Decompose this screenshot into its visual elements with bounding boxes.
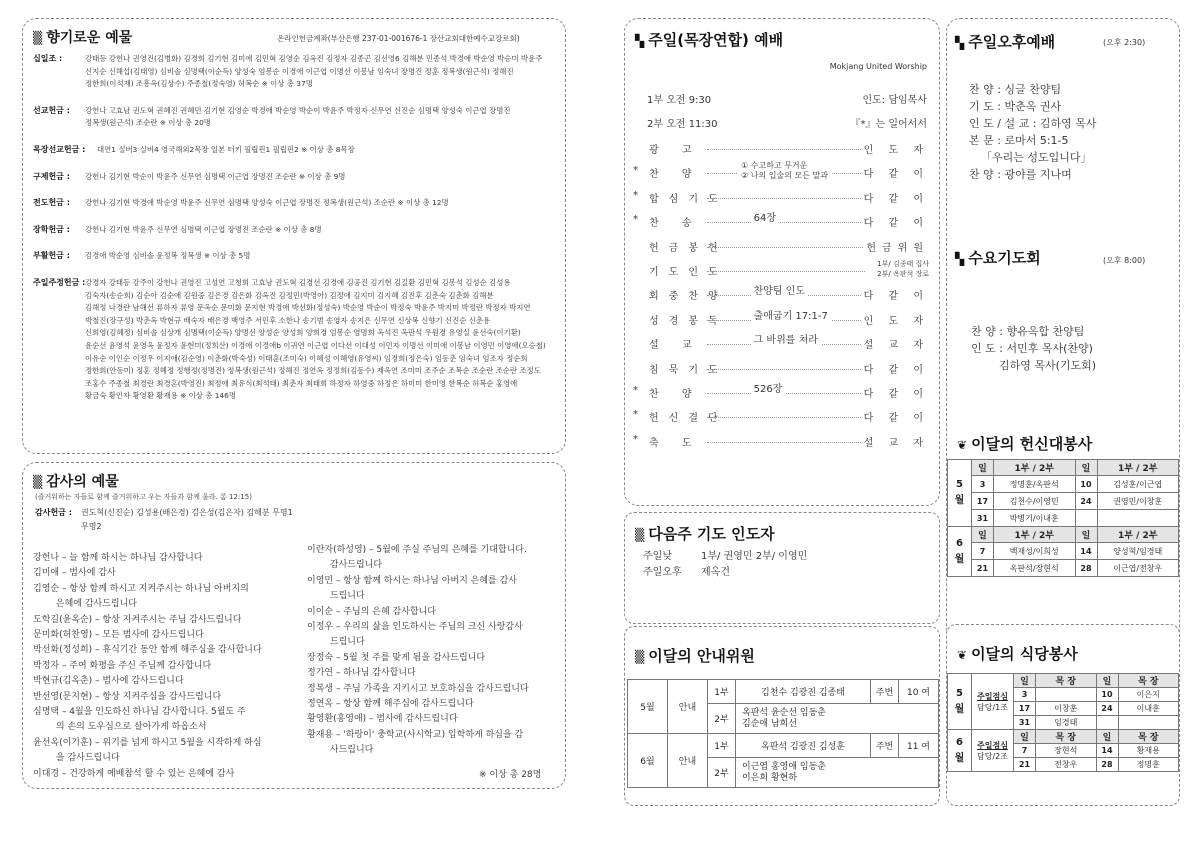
thanks-line: 이정우 – 우리의 삶을 인도하시는 주님의 크신 사랑감사 [307, 622, 523, 633]
cafeteria-cell: 10 [1096, 688, 1118, 702]
thanks-line: 도학길(윤옥순) – 항상 지켜주시는 주님 감사드립니다 [33, 614, 242, 625]
offering-names: 정한희(이석재) 조흥옥(김상수) 주종철(정숙영) 허복순 ※ 이상 총 37명 [85, 79, 313, 89]
service-item-name: 축 도 [649, 437, 702, 449]
usher-name-line: 이근엽 홍영애 임동춘 [742, 761, 826, 772]
thanks-line: 이란자(하성영) – 5월에 주실 주님의 은혜를 기대합니다. [307, 545, 527, 555]
leader-dots [707, 442, 865, 443]
service-item-name: 성경봉독 [649, 315, 728, 327]
devotion-month: 6 월 [948, 527, 972, 577]
wednesday-title: ▚ 수요기도회 [955, 249, 1041, 267]
service-item-detail: 출애굽기 17:1-7 [751, 312, 831, 322]
cafeteria-cell: 21 [1014, 758, 1036, 772]
service-item-leader: 다 같 이 [861, 361, 929, 376]
cafeteria-cell: 임경태 [1036, 716, 1097, 730]
service-item-leader: 설 교 자 [861, 434, 929, 449]
cafeteria-cell [1036, 688, 1097, 702]
leader-dots [707, 417, 865, 418]
offering-names: 김경애 박순영 심비솔 윤정복 정복생 ※ 이상 총 5명 [85, 251, 251, 261]
thanks-line: 사드립니다 [307, 745, 374, 756]
offering-label: 목장선교헌금 : [33, 145, 86, 154]
sunday-afternoon-value: 제옥건 [701, 567, 730, 578]
thanks-line: 김미애 – 범사에 감사 [33, 568, 116, 579]
cafeteria-cell: 이내훈 [1118, 702, 1179, 716]
thanks-verse: (즐거워하는 자들로 함께 즐거워하고 우는 자들과 함께 울라. 롬 12:15) [35, 493, 252, 501]
usher-duty-label: 주번 [871, 680, 899, 704]
thanks-line: 황재용 – '하랑이' 충학교(사시학교) 입학하게 하심을 감 [307, 729, 524, 740]
cafeteria-title: ❦ 이달의 식당봉사 [957, 645, 1078, 663]
leader-dots [707, 271, 865, 272]
cafeteria-group-label: 주일점심 [977, 740, 1008, 750]
thanks-donors-1: 권도혁(신진순) 김성용(배은경) 김은성(김은자) 김해분 무명1 [81, 508, 293, 517]
usher-session: 2부 [708, 704, 736, 734]
offering-label: 부활헌금 : [33, 251, 70, 261]
service-item-name: 헌금봉헌 [649, 242, 728, 254]
service-item-detail: ① 수고하고 무거운 ② 나의 입술의 모든 말과 [738, 161, 831, 181]
thanks-donors-2: 무명2 [81, 522, 102, 531]
offering-names: 박철진(장구성) 박춘옥 박현규 배숙자 배은경 백영주 서민후 소한나 송기범 송영자 송지은 신무연 신상복 신향기 신진순 신춘용 [85, 315, 491, 325]
cafeteria-header: 일 [1096, 674, 1118, 688]
offering-names: 정한희(안동미) 정훈 정혜정 정행정(정명진) 정복생(원근석) 정해진 정연옥 정정희(김동수) 제옥연 조미미 조주순 조복순 조순란 조순란 조정도 [85, 366, 541, 376]
offerings-panel [22, 18, 566, 454]
cafeteria-cell: 17 [1014, 702, 1036, 716]
cafeteria-month: 5 월 [948, 674, 972, 730]
usher-duty-week: 10 여 [899, 680, 939, 704]
devotion-cell: 이근엽/전창우 [1097, 560, 1179, 577]
leader-dots [707, 198, 865, 199]
offering-names: 김숙자(송순희) 김순아 김순애 김원중 김은경 김은화 김옥진 김정민(박영아) 김정애 김지미 김지혜 김진후 김춘숙 김춘화 김해분 [85, 290, 494, 300]
cafeteria-cell: 24 [1096, 702, 1118, 716]
cafeteria-group-sub: 담당/2조 [977, 751, 1008, 761]
offering-names: 윤순선 윤영석 윤영옥 윤정자 윤현미(정희산) 이경애 이경애b 이귀연 이근엽 이다선 이대성 이민자 이명선 이미애 이봉남 이영민 이영애(오승철) [85, 341, 546, 350]
devotion-header: 일 [972, 527, 994, 543]
service-item-leader: 1부/ 김종태 집사 2부/ 옥판석 장로 [874, 259, 929, 279]
service-item-leader: 다 같 이 [861, 190, 929, 205]
worship-panel [624, 18, 940, 506]
next-prayer-panel [624, 512, 940, 624]
usher-duty-label: 주번 [871, 734, 899, 758]
thanks-line: 황영환(홍영애) – 범사에 감사드립니다 [307, 714, 458, 725]
service-item-leader: 헌금위원 [863, 239, 929, 254]
service-item-name: 찬 양 [649, 169, 702, 181]
afternoon-line: 찬 양 : 광야를 지나며 [969, 168, 1072, 181]
offering-label: 구제헌금 : [33, 171, 70, 181]
thanks-line: 박현규(김옥춘) – 범사에 감사드립니다 [33, 676, 184, 687]
service-item-name: 찬 송 [649, 218, 702, 230]
usher-month: 6월 [628, 734, 668, 788]
worship-time-2: 2부 오전 11:30 [647, 119, 718, 130]
devotion-header: 일 [1075, 460, 1097, 476]
devotion-cell: 김성훈/이근엽 [1097, 476, 1179, 493]
devotion-header: 1부 / 2부 [994, 460, 1076, 476]
leader-dots [707, 369, 865, 370]
next-prayer-title: ▒ 다음주 기도 인도자 [635, 525, 775, 543]
leader-dots [707, 222, 865, 223]
usher-name-line: 옥판석 윤순선 임동춘 [742, 707, 826, 718]
service-item [625, 312, 939, 336]
service-item-name: 침묵기도 [649, 364, 728, 376]
offering-names: 강헌나 김기현 박경애 박순영 박윤주 신무연 심명택 양성숙 이근엽 장명진 정복생(원근석) 조순란 ※ 이상 총 12명 [85, 198, 449, 208]
thanks-line: 드립니다 [307, 591, 365, 602]
devotion-cell: 3 [972, 476, 994, 493]
offering-names: 정복생(원근석) 조순란 ※ 이상 총 20명 [85, 118, 211, 128]
leader-dots [707, 247, 865, 248]
afternoon-title: ▚ 주일오후예배 [955, 33, 1056, 51]
offering-names: 이유순 이인순 이정우 이지애(김순영) 이춘화(박숙성) 이태훈(조미숙) 이혜성 이혜영(유영씨) 임경희(정은숙) 임동춘 임숙녀 임조자 정순희 [85, 353, 528, 363]
usher-name-line: 이은희 황현하 [742, 772, 798, 783]
offering-names: 강헌나 김기현 박순이 박윤주 신무연 심명택 이근엽 장명진 조순란 ※ 이상 총 9명 [85, 171, 346, 181]
worship-lead: 인도: 담임목사 [862, 95, 927, 106]
devotion-cell: 김천수/이영민 [994, 493, 1076, 510]
thanks-line: 은혜에 감사드립니다 [33, 599, 137, 610]
sunday-morning-value: 1부/ 권영민 2부/ 이영민 [701, 551, 808, 562]
afternoon-panel [946, 18, 1180, 672]
service-item [625, 190, 939, 214]
thanks-line: 박정자 – 주여 화평을 주신 주님께 감사합니다 [33, 660, 212, 671]
thanks-line: 정가연 – 하나님 감사합니다 [307, 668, 416, 679]
service-item-leader: 인 도 자 [861, 312, 929, 327]
thanks-line: 문미화(허찬영) – 모든 범사에 감사드립니다 [33, 630, 204, 641]
service-item-name: 회중찬양 [649, 291, 728, 303]
afternoon-line: 인 도 / 설 교 : 김하영 목사 [969, 117, 1097, 130]
cafeteria-panel [946, 624, 1180, 806]
devotion-header: 1부 / 2부 [1097, 460, 1179, 476]
devotion-cell: 백재성/이희성 [994, 543, 1076, 560]
service-item-detail: 그 바위를 쳐라 [751, 336, 821, 346]
standing-marker: * [633, 214, 638, 226]
afternoon-line: 찬 양 : 싱글 찬양팀 [969, 83, 1062, 96]
thanks-title: ▒ 감사의 예물 [33, 474, 119, 490]
thanks-right-column [307, 543, 563, 759]
thanks-line: 박선화(정성희) – 휴식기간 동안 함께 해주심을 감사합니다 [33, 645, 262, 656]
service-item-name: 헌신결단 [649, 413, 728, 425]
usher-duty-week: 11 여 [899, 734, 939, 758]
offering-names: 강헌나 김기현 박윤주 신무연 심명택 이근엽 장명진 조순란 ※ 이상 총 8명 [85, 224, 322, 234]
service-item-detail: 찬양팀 인도 [751, 287, 808, 297]
usher-role: 안내 [668, 734, 708, 788]
thanks-line: 이대경 – 건강하게 예배참석 할 수 있는 은혜에 감사 [33, 768, 235, 779]
devotion-header: 일 [972, 460, 994, 476]
service-item [625, 287, 939, 311]
afternoon-line: 본 문 : 로마서 5:1-5 [969, 134, 1069, 147]
thanks-line: 을 감사드립니다 [33, 753, 120, 764]
square-bullet-icon: ▒ [33, 475, 43, 489]
devotion-cell [1075, 510, 1097, 527]
service-item-detail: 64장 [751, 214, 779, 224]
thanks-line: 감사드립니다 [307, 560, 383, 571]
service-item [625, 336, 939, 360]
devotion-cell: 24 [1075, 493, 1097, 510]
cafeteria-header: 목 장 [1036, 730, 1097, 744]
cafeteria-group-sub: 담당/1조 [977, 702, 1008, 712]
cafeteria-header: 일 [1014, 730, 1036, 744]
thanks-line: 장정숙 – 5월 첫 주를 맞게 됨을 감사드립니다 [307, 652, 486, 663]
cafeteria-month: 6 월 [948, 730, 972, 772]
service-item-leader: 설 교 자 [861, 336, 929, 351]
offering-label: 선교헌금 : [33, 105, 70, 115]
thanks-label: 감사헌금 : [35, 508, 72, 517]
offering-label: 십일조 : [33, 54, 63, 63]
devotion-cell: 10 [1075, 476, 1097, 493]
cafeteria-header: 일 [1014, 674, 1036, 688]
cafeteria-cell: 31 [1014, 716, 1036, 730]
offering-label: 전도헌금 : [33, 198, 70, 208]
offering-names: 신지순 신해섭(김태영) 심비솔 심명택(이순득) 양성숙 엄봉순 이경애 이근엽 이명선 이봉남 임숙녀 장명진 정훈 정복생(원근석) 정해진 [85, 66, 514, 76]
service-item-name: 합심기도 [649, 193, 728, 205]
usher-names [736, 704, 939, 734]
standing-marker: * [633, 409, 638, 421]
offering-names: 조홍수 주종철 최경란 최경흔(박영진) 최정애 최유식(최석태) 최춘자 최태희 하정자 하영중 하정은 하미미 한미영 한복순 허복순 홍영애 [85, 378, 518, 388]
cafeteria-cell: 전창우 [1036, 758, 1097, 772]
offering-names: 강경자 강태등 강주이 강헌나 권영진 고성연 고청희 고효남 권도혁 김경선 김경애 김공진 김기현 김길환 김민혁 김봉석 김성순 김성용 [85, 278, 511, 287]
service-item-leader: 다 같 이 [861, 385, 929, 400]
devotion-cell: 14 [1075, 543, 1097, 560]
wednesday-lines [971, 323, 1096, 374]
offering-names: 김해정 나경란 남해선 류하자 류영 문옥순 문미화 문지현 박경애 박선화(정성숙) 박순영 박순이 박정숙 박윤주 박지미 박정란 박정자 박지연 [85, 303, 531, 313]
offering-label: 주일주정헌금 : [33, 278, 86, 287]
thanks-line: 이이순 – 주님의 은혜 감사합니다 [307, 606, 436, 617]
usher-month: 5월 [628, 680, 668, 734]
devotion-cell [1097, 510, 1179, 527]
square-bullet-icon: ▚ [635, 34, 645, 48]
cafeteria-cell: 28 [1096, 758, 1118, 772]
service-item [625, 260, 939, 287]
afternoon-line: 「우리는 성도입니다」 [981, 151, 1092, 164]
afternoon-lines [969, 81, 1097, 183]
usher-role: 안내 [668, 680, 708, 734]
cafeteria-cell: 7 [1014, 744, 1036, 758]
cafeteria-cell: 3 [1014, 688, 1036, 702]
devotion-cell: 옥판석/장현석 [994, 560, 1076, 577]
ushers-title: ▒ 이달의 안내위원 [635, 647, 755, 665]
worship-subtitle: Mokjang United Worship [829, 62, 927, 71]
usher-session: 2부 [708, 758, 736, 788]
service-item [625, 434, 939, 458]
sunday-morning-label: 주일낮 [643, 551, 672, 562]
afternoon-line: 기 도 : 박춘옥 권사 [969, 100, 1062, 113]
thanks-panel [22, 462, 566, 789]
thanks-total: ※ 이상 총 28명 [479, 770, 542, 780]
service-item [625, 409, 939, 433]
service-item-detail: 526장 [751, 385, 786, 395]
offering-names: 황금숙 황인자 황영환 황재용 ※ 이상 총 146명 [85, 391, 236, 401]
service-item-leader: 다 같 이 [861, 409, 929, 424]
cafeteria-group-label: 주일점심 [977, 691, 1008, 701]
thanks-line: 이영민 – 항상 함께 하시는 하나님 아버지 은혜를 감사 [307, 575, 517, 586]
leader-dots [707, 149, 865, 150]
devotion-cell: 28 [1075, 560, 1097, 577]
worship-title: ▚ 주일(목장연합) 예배 [635, 31, 784, 49]
worship-time-1: 1부 오전 9:30 [647, 95, 712, 106]
thanks-line: 정연옥 – 항상 함께 해주심에 감사드립니다 [307, 699, 474, 710]
service-item-name: 광 고 [649, 145, 702, 156]
worship-note: 『*』는 일어서서 [850, 119, 927, 130]
offering-names: 강태등 강헌나 권영진(김병화) 김경희 김기현 김미애 김민혁 김영순 김옥진 김정자 김종곤 김선영6 김해분 민종석 박경애 박순영 박승미 박윤주 [85, 54, 543, 63]
devotion-cell: 박병기/이내훈 [994, 510, 1076, 527]
thanks-line: 의 손의 도우심으로 살아가게 하옵소서 [33, 722, 207, 733]
ushers-panel [624, 626, 940, 806]
cafeteria-header: 목 장 [1118, 730, 1179, 744]
cafeteria-group [972, 730, 1014, 772]
devotion-cell: 정명훈/옥판석 [994, 476, 1076, 493]
usher-name-line: 김순애 남희선 [742, 718, 798, 729]
devotion-cell: 21 [972, 560, 994, 577]
standing-marker: * [633, 165, 638, 177]
thanks-line: 정복생 – 주님 가족을 지키시고 보호하심을 감사드립니다 [307, 683, 529, 694]
afternoon-time: (오후 2:30) [1103, 38, 1146, 47]
thanks-line: 심명택 – 4월을 인도하신 하나님 감사합니다. 5월도 주 [33, 707, 246, 718]
cafeteria-cell: 황재용 [1118, 744, 1179, 758]
thanks-line: 강헌나 – 늘 함께 하시는 하나님 감사합니다 [33, 553, 203, 563]
thanks-line: 윤선옥(이기훈) – 위기를 넘게 하시고 5월을 시작하게 하심 [33, 737, 262, 748]
cafeteria-header: 일 [1096, 730, 1118, 744]
cafeteria-cell [1118, 716, 1179, 730]
devotion-table [947, 459, 1179, 577]
wednesday-time: (오후 8:00) [1103, 256, 1146, 265]
usher-names: 김천수 김광진 김종태 [736, 680, 871, 704]
cafeteria-cell: 14 [1096, 744, 1118, 758]
cafeteria-cell: 장현석 [1036, 744, 1097, 758]
square-bullet-icon: ▒ [33, 31, 43, 45]
cafeteria-cell: 정명훈 [1118, 758, 1179, 772]
offering-names: 강헌나 고효남 권도혁 권혜진 권혜민 김기현 김영순 박경애 박순영 박순이 박윤주 박정자 신무연 신진순 심명택 양성숙 이근엽 장명진 [85, 105, 511, 115]
wednesday-line: 김하영 목사(기도회) [971, 359, 1097, 372]
cafeteria-header: 목 장 [1118, 674, 1179, 688]
offerings-title: ▒ 향기로운 예물 [33, 30, 133, 46]
service-item [625, 214, 939, 238]
leader-dots [707, 393, 865, 394]
devotion-header: 1부 / 2부 [1097, 527, 1179, 543]
service-item-leader: 다 같 이 [861, 214, 929, 229]
service-item-name: 기도인도 [649, 267, 728, 278]
devotion-cell: 17 [972, 493, 994, 510]
service-item [625, 361, 939, 385]
thanks-line: 김영순 – 항상 함께 하시고 지켜주시는 하나님 아버지의 [33, 583, 249, 594]
service-item-leader: 다 같 이 [861, 287, 929, 302]
devotion-month: 5 월 [948, 460, 972, 527]
service-item-name: 설 교 [649, 340, 702, 352]
devotion-header: 1부 / 2부 [994, 527, 1076, 543]
offering-label: 장학헌금 : [33, 224, 70, 234]
usher-session: 1부 [708, 680, 736, 704]
cafeteria-cell [1096, 716, 1118, 730]
devotion-cell: 7 [972, 543, 994, 560]
standing-marker: * [633, 385, 638, 396]
square-bullet-icon: ▚ [955, 36, 965, 50]
account-info: 온라인헌금계좌(부산은행 237-01-001676-1 장산교회대한예수교장로회) [277, 34, 520, 43]
devotion-cell: 권영민/이창훈 [1097, 493, 1179, 510]
cafeteria-table [947, 673, 1179, 772]
usher-names [736, 758, 939, 788]
thanks-line: 드립니다 [307, 637, 365, 648]
standing-marker: * [633, 189, 638, 201]
cafeteria-header: 목 장 [1036, 674, 1097, 688]
standing-marker: * [633, 433, 638, 445]
usher-session: 1부 [708, 734, 736, 758]
heart-bullet-icon: ❦ [957, 438, 968, 452]
cafeteria-cell: 이은지 [1118, 688, 1179, 702]
thanks-line: 반선영(문지현) – 항상 지켜주심을 감사드립니다 [33, 691, 222, 702]
service-item-leader: 인 도 자 [861, 141, 929, 156]
square-bullet-icon: ▚ [955, 252, 965, 266]
service-item [625, 385, 939, 409]
devotion-title: ❦ 이달의 헌신대봉사 [957, 435, 1093, 453]
devotion-header: 일 [1075, 527, 1097, 543]
sunday-afternoon-label: 주일오후 [643, 567, 682, 578]
cafeteria-cell: 이창훈 [1036, 702, 1097, 716]
wednesday-line: 인 도 : 서민후 목사(찬양) [971, 342, 1093, 355]
heart-bullet-icon: ❦ [957, 648, 968, 662]
square-bullet-icon: ▒ [635, 650, 645, 664]
usher-names: 옥판석 김광진 김성훈 [736, 734, 871, 758]
service-item [625, 161, 939, 189]
devotion-cell: 31 [972, 510, 994, 527]
wednesday-line: 찬 양 : 향유옥합 찬양팀 [971, 325, 1085, 338]
cafeteria-group [972, 674, 1014, 730]
service-item-leader: 다 같 이 [861, 165, 929, 180]
service-item-name: 찬 양 [649, 389, 702, 400]
offering-names: 신희영(김혜정) 심비솔 심상개 심명택(이순득) 양명선 양성순 양성희 양희경 엄봉순 염명희 옥석진 옥판석 우원경 유영실 윤선숙(이기환) [85, 328, 521, 338]
square-bullet-icon: ▒ [635, 528, 645, 542]
ushers-table [627, 679, 939, 788]
thanks-left-column [33, 551, 303, 782]
devotion-cell: 양성혁/임경태 [1097, 543, 1179, 560]
offering-names: 대연1 실버3 실버4 영국해외2목장 일본 터키 필립핀1 필립핀2 ※ 이상 총 8목장 [97, 145, 355, 154]
